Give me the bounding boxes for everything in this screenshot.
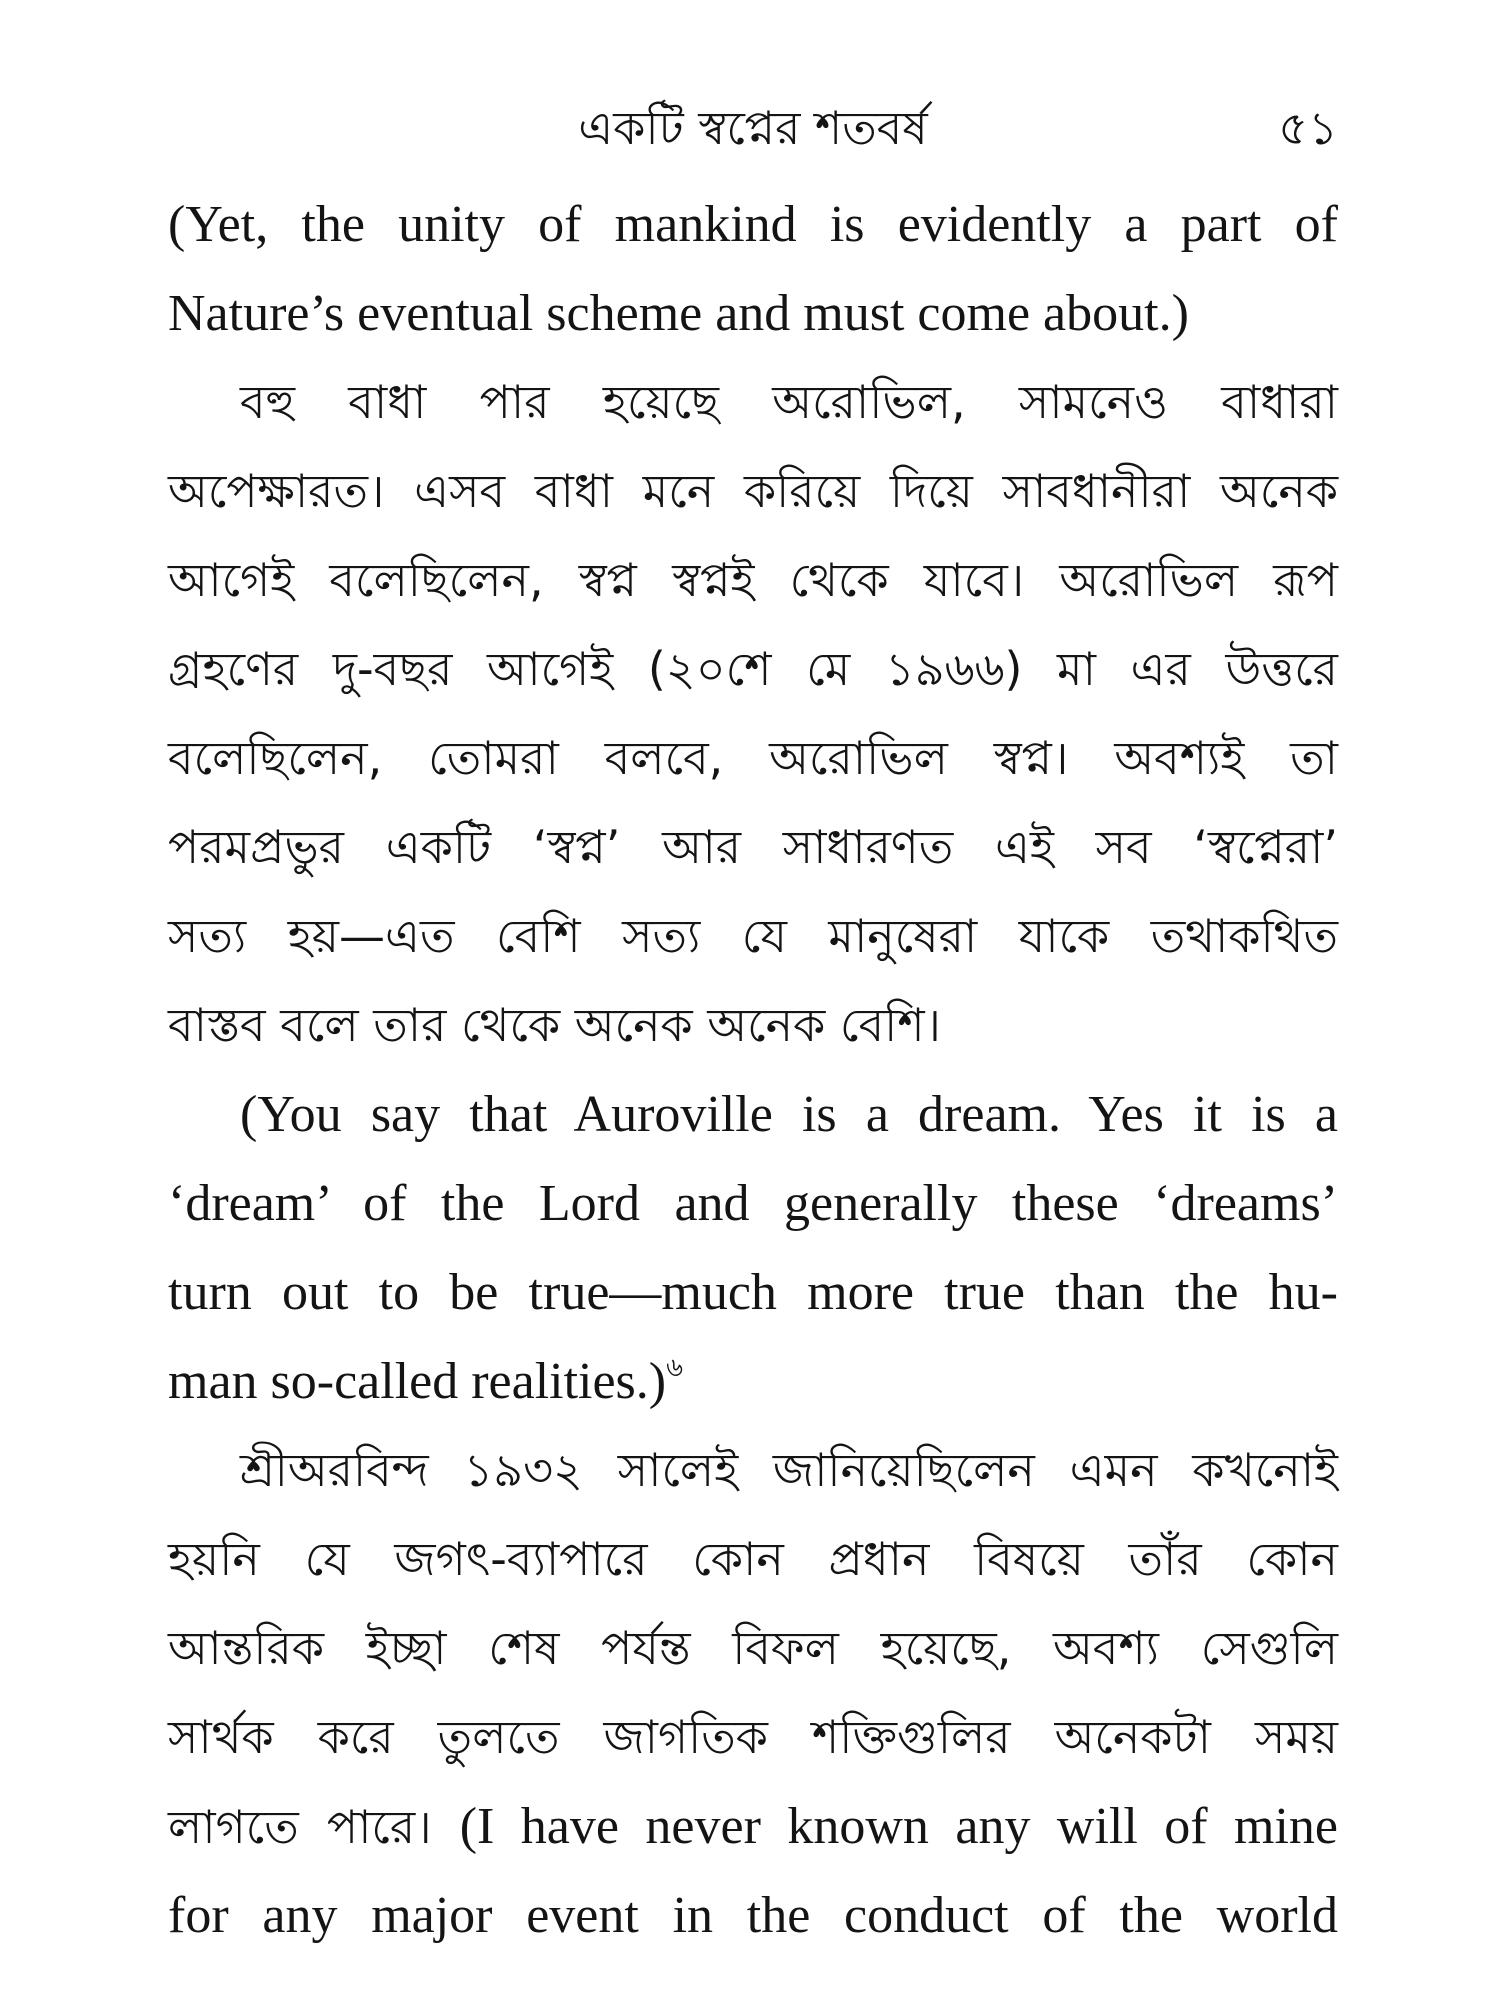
text-fragment: man so-called realities.)	[168, 1353, 667, 1410]
text-line: পরমপ্রভুর একটি ‘স্বপ্ন’ আর সাধারণত এই সব ‘স্বপ্নেরা’	[168, 820, 1338, 874]
text-line: (You say that Auroville is a dream. Yes it is a	[240, 1086, 1338, 1143]
body-text	[168, 180, 1338, 1960]
text-line: সার্থক করে তুলতে জাগতিক শক্তিগুলির অনেকটা সময়	[168, 1710, 1338, 1764]
text-line: সত্য হয়—এত বেশি সত্য যে মানুষেরা যাকে তথাকথিত	[168, 909, 1338, 963]
text-line: বাস্তব বলে তার থেকে অনেক অনেক বেশি।	[168, 998, 942, 1052]
text-line: হয়নি যে জগৎ-ব্যাপারে কোন প্রধান বিষয়ে তাঁর কোন	[168, 1532, 1338, 1586]
page-number: ৫১	[1278, 101, 1338, 155]
text-line: গ্রহণের দু-বছর আগেই (২০শে মে ১৯৬৬) মা এর উত্তরে	[168, 642, 1338, 696]
text-line: turn out to be true—much more true than the hu-	[168, 1264, 1338, 1321]
text-line: শ্রীঅরবিন্দ ১৯৩২ সালেই জানিয়েছিলেন এমন কখনোই	[240, 1443, 1338, 1497]
text-line: Nature’s eventual scheme and must come about.)	[168, 285, 1189, 342]
text-line: বলেছিলেন, তোমরা বলবে, অরোভিল স্বপ্ন। অবশ্যই তা	[168, 731, 1338, 785]
text-line: (Yet, the unity of mankind is evidently a part of	[168, 196, 1338, 253]
text-line: ‘dream’ of the Lord and generally these ‘dreams’	[168, 1175, 1338, 1232]
text-line-with-footnote	[168, 1337, 1338, 1426]
text-line: বহু বাধা পার হয়েছে অরোভিল, সামনেও বাধারা	[240, 375, 1338, 429]
running-title: একটি স্বপ্নের শতবর্ষ	[578, 101, 928, 155]
page-header	[168, 60, 1338, 180]
text-fragment-bengali: লাগতে পারে।	[168, 1800, 460, 1854]
text-line: for any major event in the conduct of the world	[168, 1887, 1338, 1944]
text-line: অপেক্ষারত। এসব বাধা মনে করিয়ে দিয়ে সাবধানীরা অনেক	[168, 464, 1338, 518]
text-fragment-english: (I have never known any will of mine	[459, 1798, 1338, 1855]
text-line: আগেই বলেছিলেন, স্বপ্ন স্বপ্নই থেকে যাবে। অরোভিল রূপ	[168, 553, 1338, 607]
text-line-mixed	[168, 1782, 1338, 1871]
book-page	[168, 60, 1338, 1960]
footnote-marker: ৬	[666, 1353, 684, 1383]
text-line: আন্তরিক ইচ্ছা শেষ পর্যন্ত বিফল হয়েছে, অবশ্য সেগুলি	[168, 1621, 1338, 1675]
